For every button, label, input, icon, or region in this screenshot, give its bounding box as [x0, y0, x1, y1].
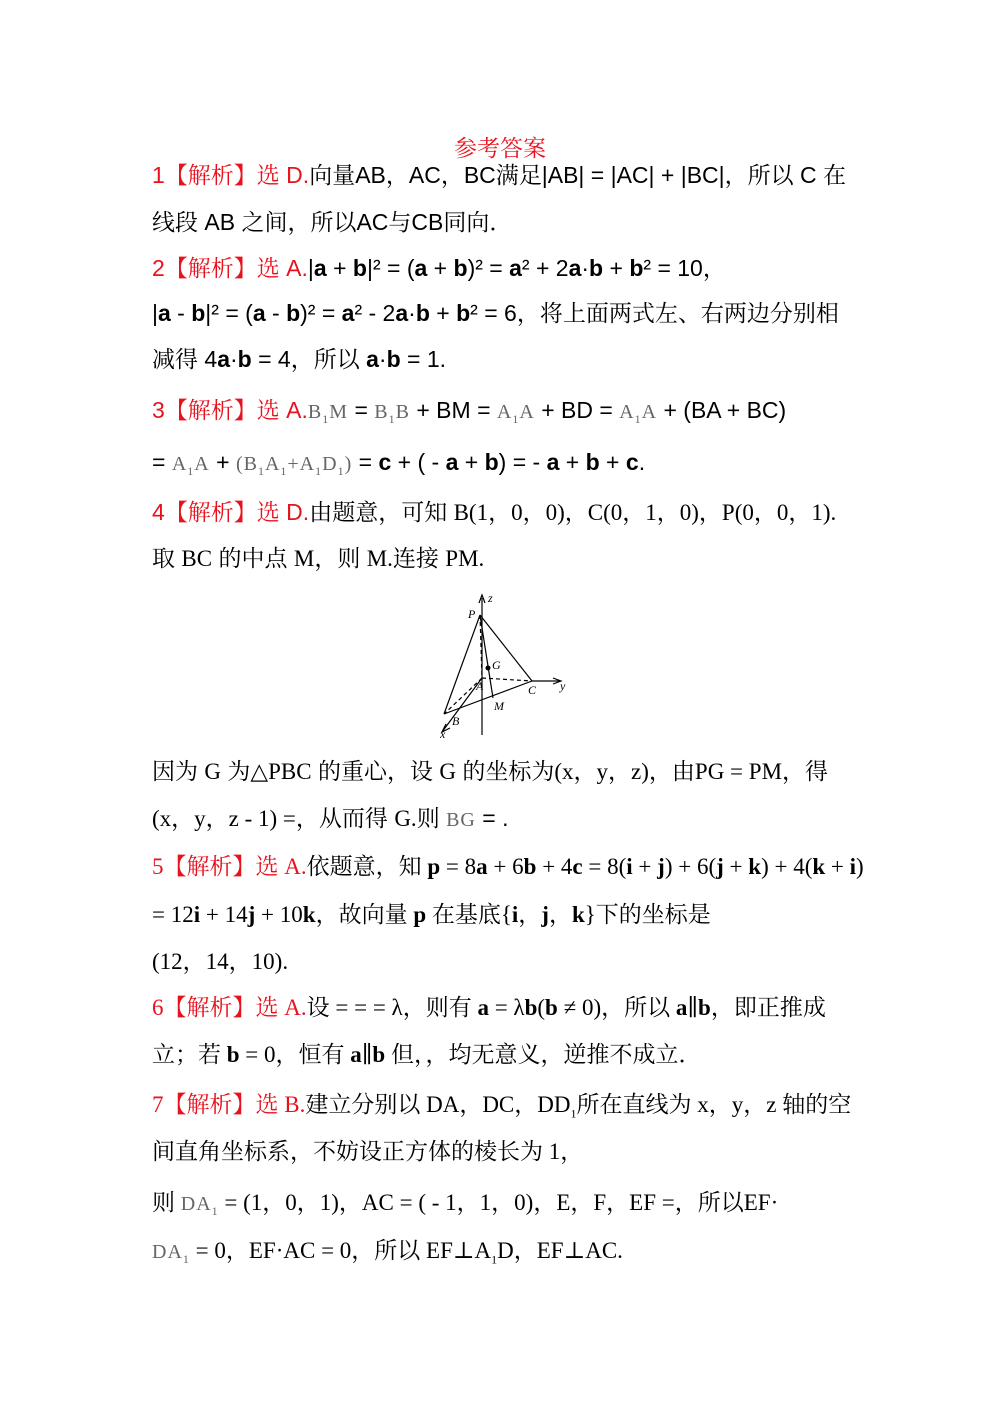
answer-5-line-1: 5【解析】选 A.依题意，知 p = 8a + 6b + 4c = 8(i + j) + 6(j + k) + 4(k + i)	[152, 854, 864, 879]
answer-7-line-4: $DA_1 = 0$，EF·AC = 0，所以 $EF\perp A_1D$，EF⊥AC.	[152, 1238, 623, 1267]
svg-text:z: z	[488, 591, 493, 605]
answer-7-line-3: 则 $DA_1 = (1$，0，1)，AC = ( - 1，1，0)，E，F，EF =，所以EF·	[152, 1190, 779, 1218]
svg-text:P: P	[468, 607, 476, 621]
svg-text:M: M	[494, 699, 504, 713]
answer-3-label: 3【解析】选 A.	[152, 397, 308, 423]
page-title: 参考答案	[454, 136, 546, 161]
answer-2-line-2: |a - b|² = (a - b)² = a² - 2a·b + b² = 6，将上面两式左、右两边分别相	[152, 300, 839, 326]
answer-6-line-1: 6【解析】选 A.设 = = = λ，则有 a = λb(b ≠ 0)，所以 a∥b，即正推成	[152, 995, 826, 1020]
tetrahedron-figure	[432, 590, 572, 740]
answer-7-line-1: 7【解析】选 B.建立分别以 DA，DC，$DD_1$所在直线为 x，y，z 轴的空	[152, 1092, 852, 1121]
answer-1-line-2: 线段 AB 之间，所以AC与CB同向．	[152, 209, 513, 235]
svg-text:B: B	[452, 714, 460, 728]
answer-5-line-3: (12，14，10).	[152, 949, 289, 974]
svg-text:A: A	[476, 679, 484, 693]
svg-text:G: G	[492, 658, 501, 672]
answer-7-line-2: 间直角坐标系，不妨设正方体的棱长为 1，	[152, 1139, 584, 1164]
answer-3-line-2: = $A_1A + (B_1A_1+A_1D_1) = c$ + ( - a + b) = - a + b + c.	[152, 449, 646, 478]
answer-2-label: 2【解析】选 A.	[152, 255, 308, 281]
answer-4-line-2: 取 BC 的中点 M，则 M.连接 PM.	[152, 545, 485, 571]
answer-3-line-1: 3【解析】选 $A.B_1M = B_1B$ + BM = $A_1A$ + BD = $A_1A + (BA + BC)$	[152, 397, 787, 426]
answer-1-label: 1【解析】选 D.	[152, 162, 310, 188]
answer-4-line-3: 因为 G 为△PBC 的重心，设 G 的坐标为(x，y，z)，由PG = PM，得	[152, 758, 829, 784]
answer-7-label: 7【解析】选 B.	[152, 1092, 306, 1117]
svg-text:y: y	[560, 679, 566, 693]
answer-2-line-3: 减得 4a·b = 4，所以 a·b = 1.	[152, 346, 447, 372]
answer-1-line-1: 1【解析】选 D.向量AB，AC，BC满足|AB| = |AC| + |BC|，所以 C 在	[152, 162, 847, 188]
answer-5-label: 5【解析】选 A.	[152, 854, 307, 879]
answer-5-line-2: = 12i + 14j + 10k，故向量 p 在基底{i，j，k}下的坐标是	[152, 902, 711, 927]
answer-2-line-1: 2【解析】选 A.|a + b|² = (a + b)² = a² + 2a·b + b² = 10，	[152, 255, 726, 281]
answer-4-line-1: 4【解析】选 D.由题意，可知 B(1，0，0)，C(0，1，0)，P(0，0，1).	[152, 499, 837, 525]
answer-4-line-4: (x，y，z - 1) =，从而得 G.则 BG = .	[152, 805, 509, 831]
answer-6-label: 6【解析】选 A.	[152, 995, 307, 1020]
answer-4-label: 4【解析】选 D.	[152, 499, 310, 525]
answer-6-line-2: 立；若 b = 0，恒有 a∥b 但，，均无意义，逆推不成立．	[152, 1042, 702, 1067]
svg-text:x: x	[440, 727, 446, 740]
svg-text:C: C	[528, 683, 537, 697]
